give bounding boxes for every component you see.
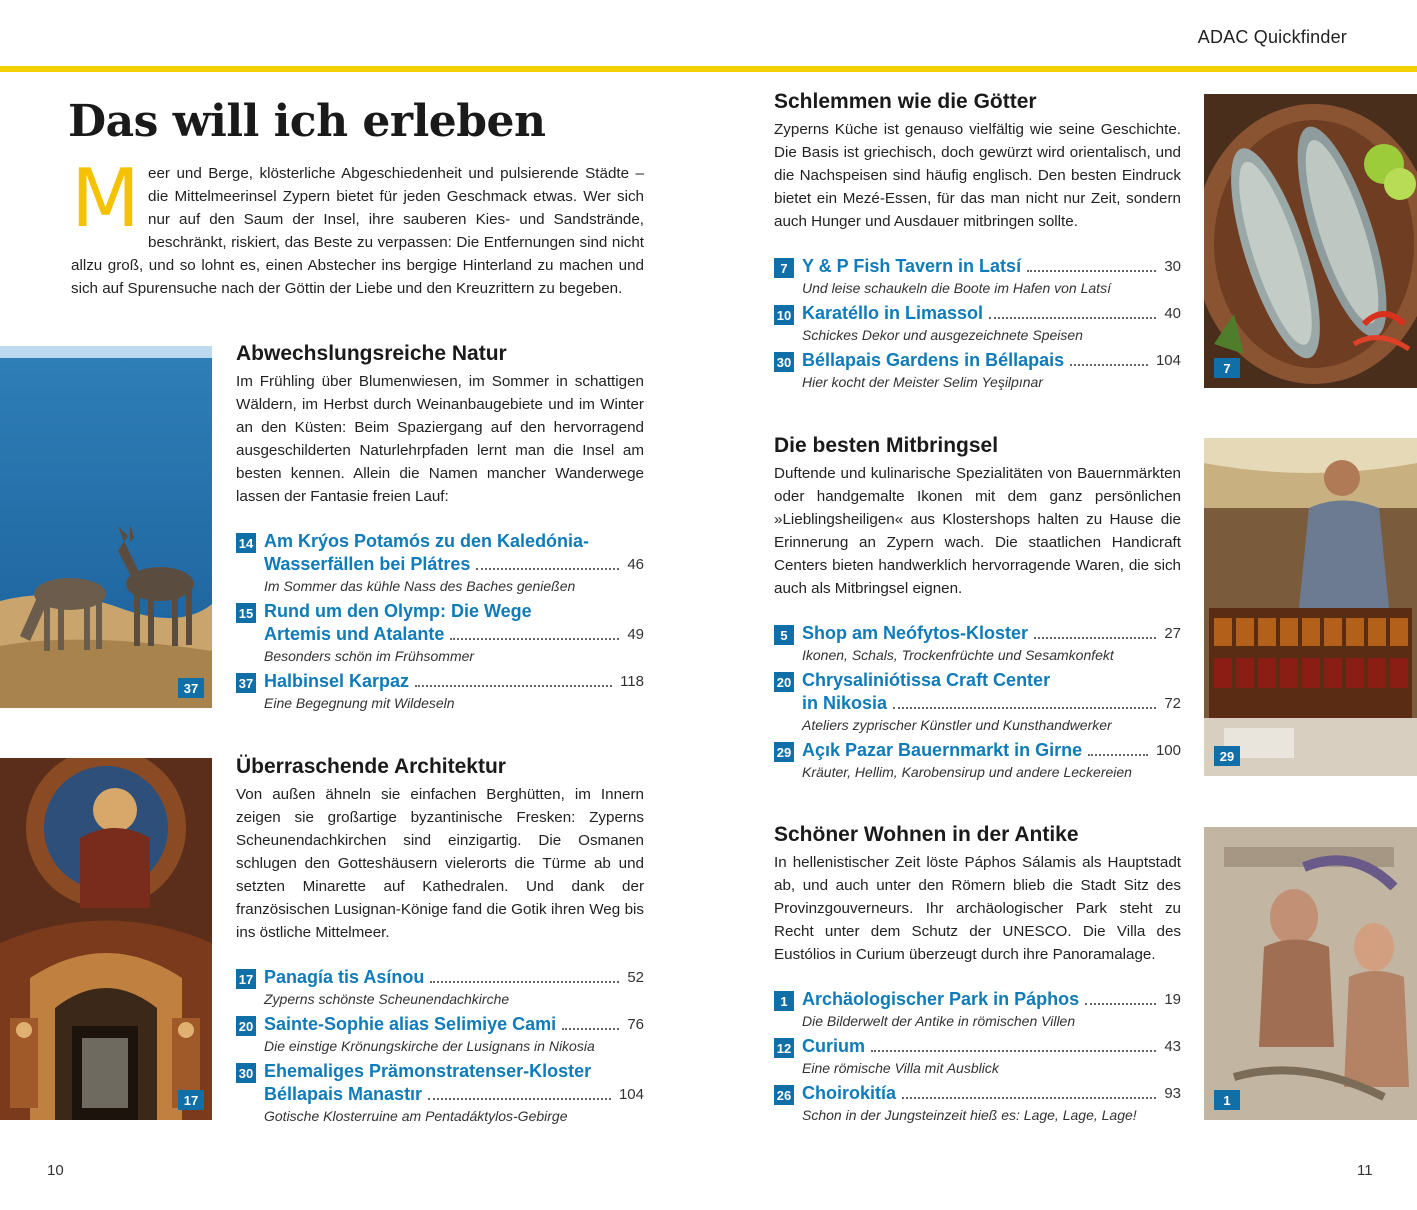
section-body: Duftende und kulinarische Spezialitäten von Bauernmärkten oder handgemalte Ikonen mit dem ganz persönlichen »Lieblingsheiligen« aus Klostershops halten zu Hause die Erinnerung an Zypern wach. Die staatlichen Handicraft Centers bieten handwerklich hervorragende Waren, die sich auch als Mitbringsel eignen.	[774, 465, 1181, 597]
entry-list	[774, 255, 1181, 396]
entry-item[interactable]	[236, 670, 644, 717]
photo-badge: 7	[1214, 358, 1240, 378]
section-body: Zyperns Küche ist genauso vielfältig wie seine Geschichte. Die Basis ist griechisch, doch gewürzt wird orientalisch, und die Nachspeisen sind häufig englisch. Den besten Eindruck bietet ein Mezé-Essen, für das man nicht nur Zeit, sondern auch Hunger und Ausdauer mitbringen sollte.	[774, 121, 1181, 230]
page-ref: 104	[618, 1086, 644, 1103]
leader-dots	[871, 1050, 1156, 1052]
photo-badge: 29	[1214, 746, 1240, 766]
entry-title[interactable]: Panagía tis Asínou	[264, 967, 425, 987]
entry-number: 26	[774, 1085, 794, 1105]
entry-item[interactable]	[236, 1013, 644, 1060]
leader-dots	[1070, 364, 1148, 366]
page-ref: 46	[627, 556, 644, 573]
leader-dots	[893, 707, 1156, 709]
entry-number: 37	[236, 673, 256, 693]
entry-subtitle: Besonders schön im Frühsommer	[264, 648, 475, 664]
photo-market	[1204, 438, 1417, 776]
entry-number: 15	[236, 603, 256, 623]
entry-subtitle: Zyperns schönste Scheunendachkirche	[264, 991, 510, 1007]
entry-title[interactable]: Archäologischer Park in Páphos	[802, 989, 1080, 1009]
entry-number: 1	[774, 991, 794, 1011]
photo-mosaic	[1204, 827, 1417, 1120]
photo-badge: 37	[178, 678, 204, 698]
photo-donkeys	[0, 346, 212, 708]
leader-dots	[562, 1028, 619, 1030]
entry-number: 14	[236, 533, 256, 553]
section-body: Von außen ähneln sie einfachen Berghütten, im Innern zeigen sie großartige byzantinische Fresken: Zyperns Scheunendachkirchen sind einzigartig. Die Osmanen schlugen den Gotteshäusern vielerorts die Türme ab und setzten Minarette auf Kathedralen. Und dank der französischen Lusignan-Könige fand die Gotik ihren Weg bis ins östliche Mittelmeer.	[236, 786, 644, 941]
entry-item[interactable]	[774, 669, 1181, 739]
page-ref: 93	[1164, 1085, 1181, 1102]
entry-list	[236, 966, 644, 1130]
entry-number: 29	[774, 742, 794, 762]
entry-number: 30	[236, 1063, 256, 1083]
section-antike	[774, 823, 1181, 1129]
section-mitbringsel	[774, 434, 1181, 786]
page-number-left: 10	[47, 1162, 64, 1179]
section-architektur	[236, 755, 644, 1130]
section-heading: Schöner Wohnen in der Antike	[774, 823, 1079, 846]
page-number-right: 11	[1357, 1162, 1373, 1179]
entry-subtitle: Die Bilderwelt der Antike in römischen Villen	[802, 1013, 1076, 1029]
entry-item[interactable]	[774, 302, 1181, 349]
section-schlemmen	[774, 90, 1181, 396]
entry-title-cont[interactable]: in Nikosia	[802, 693, 888, 713]
leader-dots	[1088, 754, 1148, 756]
entry-title[interactable]: Karatéllo in Limassol	[802, 303, 984, 323]
section-heading: Die besten Mitbringsel	[774, 434, 999, 457]
entry-number: 10	[774, 305, 794, 325]
donkeys-image	[0, 346, 212, 708]
page-ref: 118	[620, 673, 644, 690]
page-ref: 76	[627, 1016, 644, 1033]
entry-subtitle: Gotische Klosterruine am Pentadáktylos-Gebirge	[264, 1108, 568, 1124]
page-ref: 104	[1155, 352, 1181, 369]
entry-subtitle: Ikonen, Schals, Trockenfrüchte und Sesamkonfekt	[802, 647, 1114, 663]
entry-item[interactable]	[236, 966, 644, 1013]
leader-dots	[1034, 637, 1156, 639]
section-heading: Überraschende Architektur	[236, 755, 506, 778]
entry-number: 5	[774, 625, 794, 645]
entry-title[interactable]: Shop am Neófytos-Kloster	[802, 623, 1029, 643]
header-rule	[0, 66, 1417, 72]
entry-subtitle: Im Sommer das kühle Nass des Baches genießen	[264, 578, 576, 594]
entry-subtitle: Ateliers zyprischer Künstler und Kunsthandwerker	[802, 717, 1112, 733]
fresco-image	[0, 758, 212, 1120]
entry-item[interactable]	[774, 255, 1181, 302]
entry-title[interactable]: Halbinsel Karpaz	[264, 671, 410, 691]
entry-number: 20	[236, 1016, 256, 1036]
leader-dots	[450, 638, 619, 640]
entry-title[interactable]: Choirokitía	[802, 1083, 897, 1103]
page-ref: 27	[1164, 625, 1181, 642]
entry-subtitle: Eine römische Villa mit Ausblick	[802, 1060, 999, 1076]
leader-dots	[476, 568, 619, 570]
entry-title[interactable]: Béllapais Gardens in Béllapais	[802, 350, 1065, 370]
section-heading: Schlemmen wie die Götter	[774, 90, 1037, 113]
page-ref: 52	[627, 969, 644, 986]
page-ref: 100	[1155, 742, 1181, 759]
leader-dots	[989, 317, 1156, 319]
section-heading: Abwechslungsreiche Natur	[236, 342, 507, 365]
page-ref: 19	[1164, 991, 1181, 1008]
leader-dots	[1027, 270, 1156, 272]
entry-title[interactable]: Curium	[802, 1036, 865, 1056]
photo-badge: 17	[178, 1090, 204, 1110]
entry-number: 17	[236, 969, 256, 989]
entry-subtitle: Eine Begegnung mit Wildeseln	[264, 695, 455, 711]
entry-subtitle: Und leise schaukeln die Boote im Hafen von Latsí	[802, 280, 1111, 296]
entry-title[interactable]: Y & P Fish Tavern in Latsí	[802, 256, 1022, 276]
entry-list	[774, 622, 1181, 786]
entry-subtitle: Schon in der Jungsteinzeit hieß es: Lage, Lage, Lage!	[802, 1107, 1137, 1123]
header-label: ADAC Quickfinder	[1197, 27, 1347, 47]
market-image	[1204, 438, 1417, 776]
entry-title-cont[interactable]: Wasserfällen bei Plátres	[264, 554, 471, 574]
page-ref: 49	[627, 626, 644, 643]
dropcap: M	[71, 152, 141, 245]
entry-title-cont[interactable]: Artemis und Atalante	[264, 624, 445, 644]
entry-item[interactable]	[236, 1060, 644, 1130]
mosaic-image	[1204, 827, 1417, 1120]
page-ref: 72	[1164, 695, 1181, 712]
intro-text: eer und Berge, klösterliche Abgeschiedenheit und pulsierende Städte – die Mittelmeerinsel Zypern bietet für jeden Geschmack etwas. Wer sich nur auf den Saum der Insel, ihre sauberen Kies- und Sandstrände, beschränkt, riskiert, das Beste zu verpassen: Die Entfernungen sind nicht allzu groß, und so lohnt es, einen Abstecher ins bergige Hinterland zu machen und sich auf Spurensuche nach der Göttin der Liebe und den Kreuzrittern zu begeben.	[71, 165, 644, 297]
page-ref: 43	[1164, 1038, 1181, 1055]
photo-badge: 1	[1214, 1090, 1240, 1110]
page-ref: 30	[1164, 258, 1181, 275]
entry-subtitle: Hier kocht der Meister Selim Yeşilpınar	[802, 374, 1043, 390]
section-body: Im Frühling über Blumenwiesen, im Sommer in schattigen Wäldern, im Herbst durch Weinanbaugebiete und im Winter an den Küsten: Beim Spaziergang auf den hervorragend ausgeschilderten Naturlehrpfaden lernt man die Insel am besten kennen. Allein die Namen mancher Wanderwege lassen der Fantasie freien Lauf:	[236, 373, 644, 505]
photo-fish	[1204, 94, 1417, 388]
entry-title[interactable]: Am Krýos Potamós zu den Kaledónia-	[264, 531, 590, 551]
fish-image	[1204, 94, 1417, 388]
entry-title-cont[interactable]: Béllapais Manastır	[264, 1084, 423, 1104]
entry-item[interactable]	[774, 988, 1181, 1035]
entry-item[interactable]	[774, 349, 1181, 396]
entry-item[interactable]	[236, 600, 644, 670]
entry-title[interactable]: Ehemaliges Prämonstratenser-Kloster	[264, 1061, 592, 1081]
entry-list	[774, 988, 1181, 1129]
entry-subtitle: Die einstige Krönungskirche der Lusignans in Nikosia	[264, 1038, 595, 1054]
entry-subtitle: Schickes Dekor und ausgezeichnete Speisen	[802, 327, 1083, 343]
entry-title[interactable]: Açık Pazar Bauernmarkt in Girne	[802, 740, 1083, 760]
entry-title[interactable]: Chrysaliniótissa Craft Center	[802, 670, 1051, 690]
entry-list	[236, 530, 644, 717]
section-natur	[236, 342, 644, 717]
entry-item[interactable]	[236, 530, 644, 600]
entry-item[interactable]	[774, 1082, 1181, 1129]
entry-number: 30	[774, 352, 794, 372]
entry-title[interactable]: Rund um den Olymp: Die Wege	[264, 601, 532, 621]
leader-dots	[415, 685, 612, 687]
leader-dots	[1085, 1003, 1156, 1005]
leader-dots	[902, 1097, 1156, 1099]
page-title: Das will ich erleben	[68, 96, 546, 147]
leader-dots	[430, 981, 619, 983]
entry-subtitle: Kräuter, Hellim, Karobensirup und andere Leckereien	[802, 764, 1132, 780]
entry-item[interactable]	[774, 739, 1181, 786]
entry-title[interactable]: Sainte-Sophie alias Selimiye Cami	[264, 1014, 557, 1034]
entry-number: 20	[774, 672, 794, 692]
entry-number: 12	[774, 1038, 794, 1058]
intro-paragraph	[71, 152, 644, 300]
entry-number: 7	[774, 258, 794, 278]
page-ref: 40	[1164, 305, 1181, 322]
leader-dots	[428, 1098, 611, 1100]
section-body: In hellenistischer Zeit löste Páphos Sálamis als Hauptstadt ab, und auch unter den Römern blieb die Stadt Sitz des Provinzgouverneurs. Ihr archäologischer Park steht zu Recht unter dem Schutz der UNESCO. Die Villa des Eustólios in Curium überzeugt durch ihre Panoramalage.	[774, 854, 1181, 963]
entry-item[interactable]	[774, 1035, 1181, 1082]
photo-church-fresco	[0, 758, 212, 1120]
entry-item[interactable]	[774, 622, 1181, 669]
